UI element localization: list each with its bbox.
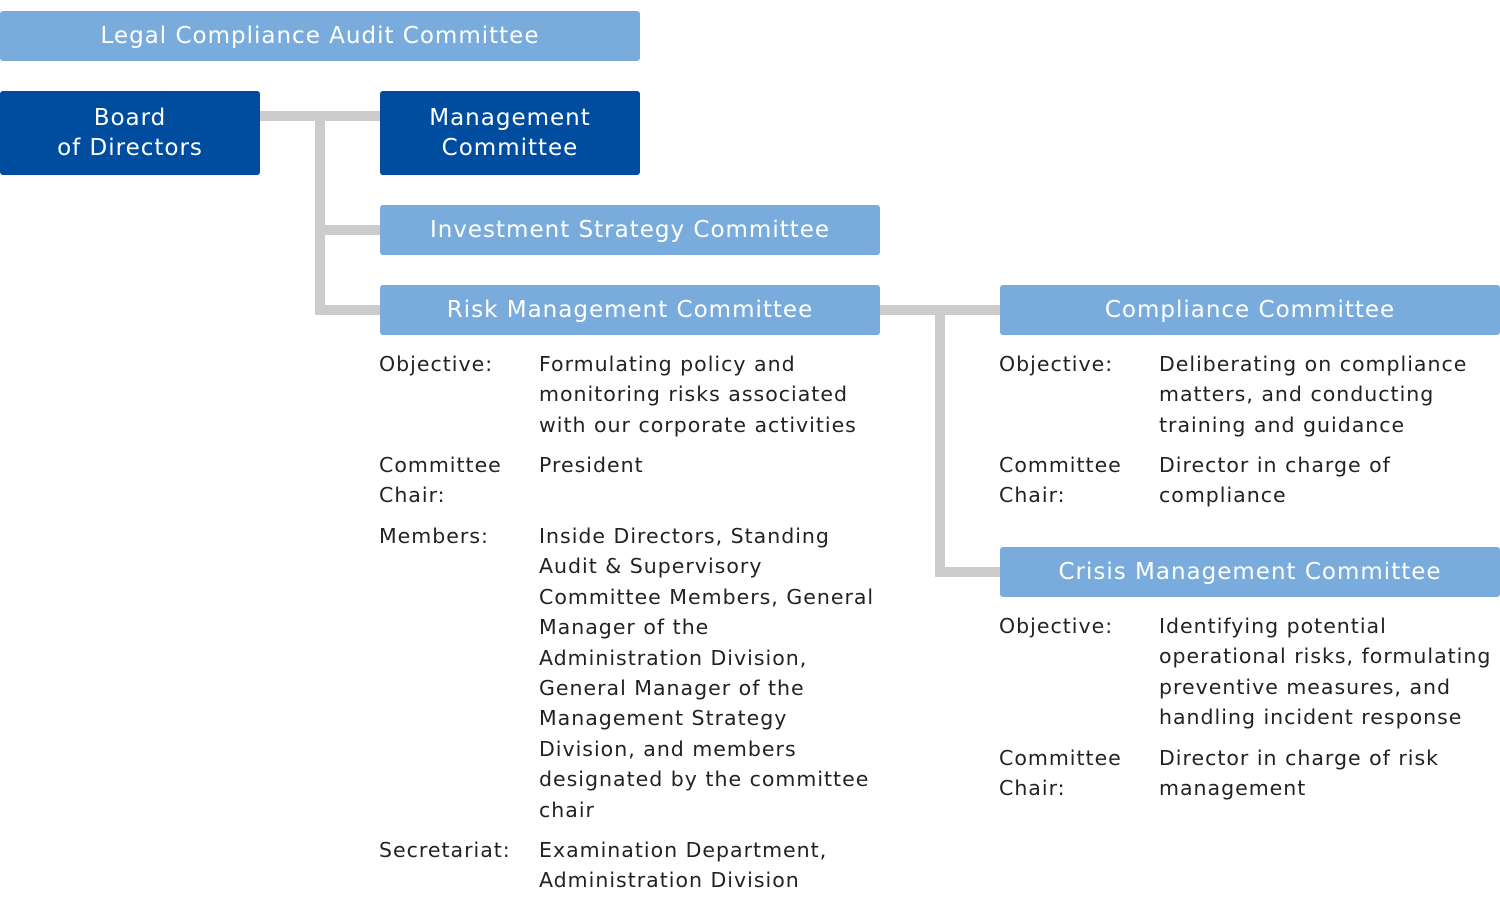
crisis-chair-text: Director in charge of risk management bbox=[1159, 746, 1440, 801]
compliance-committee-label: Compliance Committee bbox=[1104, 297, 1396, 323]
investment-strategy-committee-label: Investment Strategy Committee bbox=[429, 217, 831, 243]
management-committee-label: Management Committee bbox=[429, 105, 591, 161]
legal-compliance-audit-committee-box bbox=[0, 11, 640, 61]
risk-chair-label: Committee Chair: bbox=[379, 453, 502, 508]
risk-management-committee-box bbox=[380, 285, 880, 335]
crisis-objective-text: Identifying potential operational risks, formulating preventive measures, and handling incident response bbox=[1159, 614, 1492, 730]
risk-chair-text: President bbox=[539, 453, 644, 477]
connector-investment bbox=[315, 225, 380, 235]
connector-risk-vertical bbox=[935, 305, 945, 577]
risk-secretariat-label: Secretariat: bbox=[379, 838, 511, 862]
management-committee-box bbox=[380, 91, 640, 175]
connector-risk bbox=[315, 305, 380, 315]
connector-board-vertical bbox=[315, 111, 325, 315]
compliance-objective-label: Objective: bbox=[999, 352, 1114, 376]
risk-secretariat-text: Examination Department, Administration Division bbox=[539, 838, 828, 893]
compliance-objective-text: Deliberating on compliance matters, and conducting training and guidance bbox=[1159, 352, 1468, 437]
crisis-management-committee-box bbox=[1000, 547, 1500, 597]
connector-crisis bbox=[935, 567, 1000, 577]
board-of-directors-box bbox=[0, 91, 260, 175]
crisis-management-committee-label: Crisis Management Committee bbox=[1058, 559, 1442, 585]
compliance-chair-label: Committee Chair: bbox=[999, 453, 1122, 508]
compliance-committee-box bbox=[1000, 285, 1500, 335]
risk-objective-label: Objective: bbox=[379, 352, 494, 376]
crisis-chair-label: Committee Chair: bbox=[999, 746, 1122, 801]
legal-compliance-audit-committee-label: Legal Compliance Audit Committee bbox=[100, 23, 540, 49]
risk-members-label: Members: bbox=[379, 524, 489, 548]
compliance-chair-text: Director in charge of compliance bbox=[1159, 453, 1391, 508]
risk-objective-text: Formulating policy and monitoring risks associated with our corporate activities bbox=[539, 352, 857, 437]
risk-members-text: Inside Directors, Standing Audit & Supervisory Committee Members, General Manager of the Administration Division, General Manager of the Management Strategy Division, and members designated by the committee chair bbox=[539, 524, 875, 822]
risk-management-committee-label: Risk Management Committee bbox=[446, 297, 814, 323]
crisis-objective-label: Objective: bbox=[999, 614, 1114, 638]
investment-strategy-committee-box bbox=[380, 205, 880, 255]
board-of-directors-label: Board of Directors bbox=[57, 105, 203, 161]
